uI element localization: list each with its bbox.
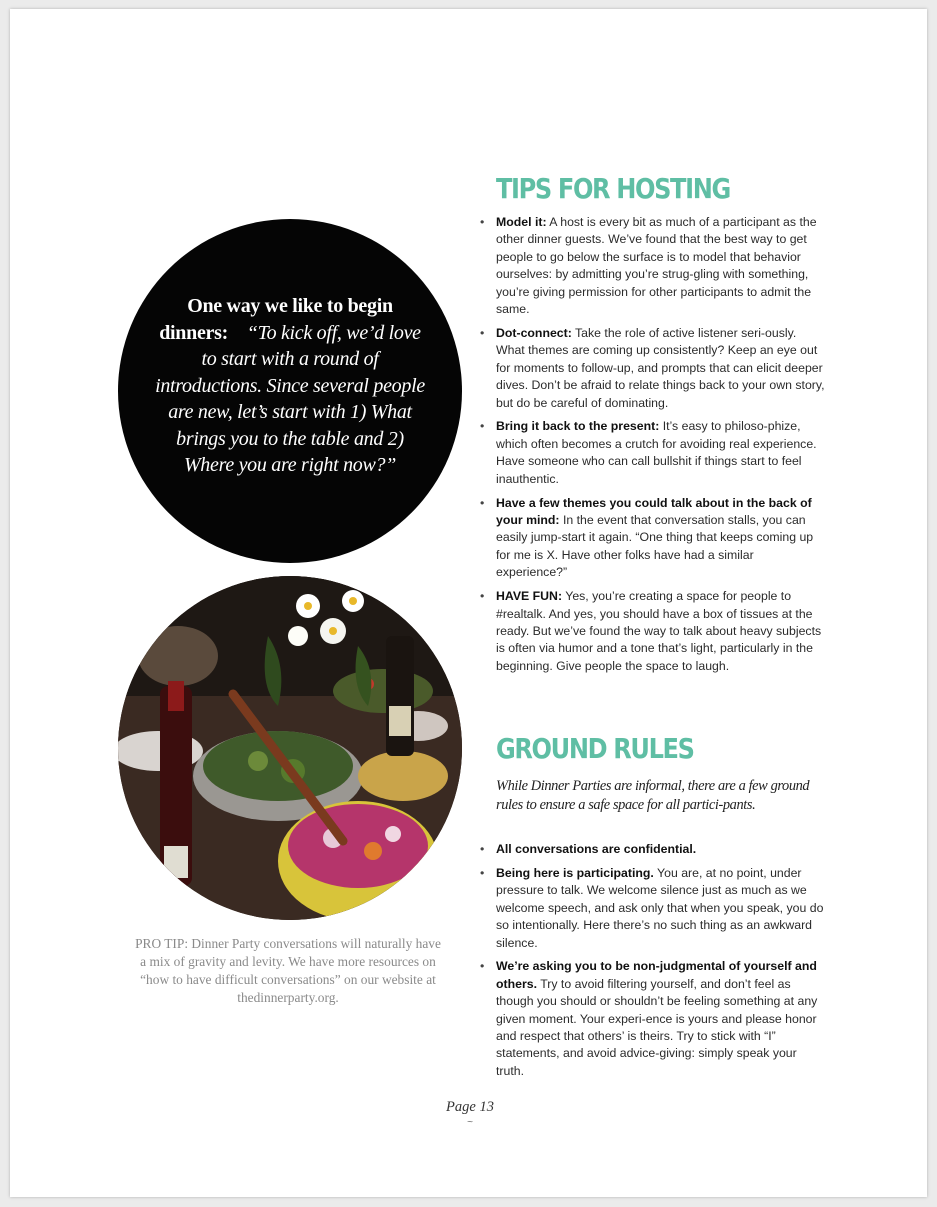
list-item <box>480 958 825 1080</box>
tips-heading: TIPS FOR HOSTING <box>496 172 730 205</box>
item-label: HAVE FUN: <box>496 589 563 604</box>
item-text: Yes, you’re creating a space for people to #realtalk. And yes, you should have a box of tissues at the ready. But we’ve found the way to talk about heavy subjects is often via humor and a tone that’s light, particularly in the beginning. Give people the space to laugh. <box>496 589 822 673</box>
footer-mark: ~ <box>467 1117 473 1128</box>
document-page <box>10 9 927 1197</box>
list-item <box>480 841 825 858</box>
item-text: A host is every bit as much of a participant as the other dinner guests. We’ve found that the best way to get people to go below the surface is to model that behavior ourselves: by admitting you’re strug-gling with something, you’re giving permission for other participants to admit the same. <box>496 215 817 317</box>
item-text: It’s easy to philoso-phize, which often becomes a crutch for avoiding real experience. Have someone who can call bullshit if things start to feel inauthentic. <box>496 419 817 486</box>
list-item <box>480 495 825 582</box>
item-text: In the event that conversation stalls, you can easily jump-start it again. “One thing that keeps coming up for me is X. Have other folks have had a similar experience?” <box>496 513 814 580</box>
item-label: All conversations are confidential. <box>496 842 697 856</box>
dinner-table-photo-icon <box>118 576 462 920</box>
rules-list <box>480 841 825 1087</box>
list-item <box>480 214 825 318</box>
item-label: We’re asking you to be non-judgmental of yourself and others. <box>496 959 817 991</box>
list-item <box>480 418 825 488</box>
tips-list <box>480 214 825 682</box>
item-text: You are, at no point, under pressure to talk. We welcome silence just as much as we welcome speech, and ask only that when you speak, you do so intentionally. Here there’s no such thing as an awkward silence. <box>496 865 824 950</box>
rules-intro: While Dinner Parties are informal, there are a few ground rules to ensure a safe space for all partici-pants. <box>496 778 810 813</box>
item-label: Have a few themes you could talk about in the back of your mind: <box>496 495 812 527</box>
item-label: Bring it back to the present: <box>496 419 660 434</box>
item-text: Try to avoid filtering yourself, and don’t feel as though you should or shouldn’t be feeling something at any given moment. Your experi-ence is yours and please honor and respect that others’ is theirs. Try to stick with “I” statements, and avoid advice-giving: simply speak your truth. <box>496 976 818 1078</box>
page-number: Page 13 <box>446 1099 494 1115</box>
item-text: Take the role of active listener seri-ously. What themes are coming up consistently? Keep an eye out for moments to follow-up, and prompts that can elicit deeper dives. Don’t be afraid to relate things back to your own story, but do be careful of dominating. <box>496 325 825 410</box>
list-item <box>480 325 825 412</box>
list-item <box>480 865 825 952</box>
rules-heading: GROUND RULES <box>496 732 694 765</box>
item-label: Being here is participating. <box>496 865 654 880</box>
quote-lead: One way we like to begin dinners: <box>159 295 393 344</box>
list-item <box>480 588 825 675</box>
item-label: Model it: <box>496 215 547 229</box>
item-label: Dot-connect: <box>496 325 572 340</box>
pro-tip: PRO TIP: Dinner Party conversations will naturally have a mix of gravity and levity. We have more resources on “how to have difficult conversations” on our website at thedinnerparty.org. <box>135 936 441 1005</box>
quote-circle <box>118 219 462 563</box>
photo-illustration <box>118 576 462 920</box>
quote-text: “To kick off, we’d love to start with a round of introductions. Since several people are new, let’s start with 1) What brings you to the table and 2) Where you are right now?” <box>155 321 425 477</box>
intro-quote <box>150 293 430 479</box>
